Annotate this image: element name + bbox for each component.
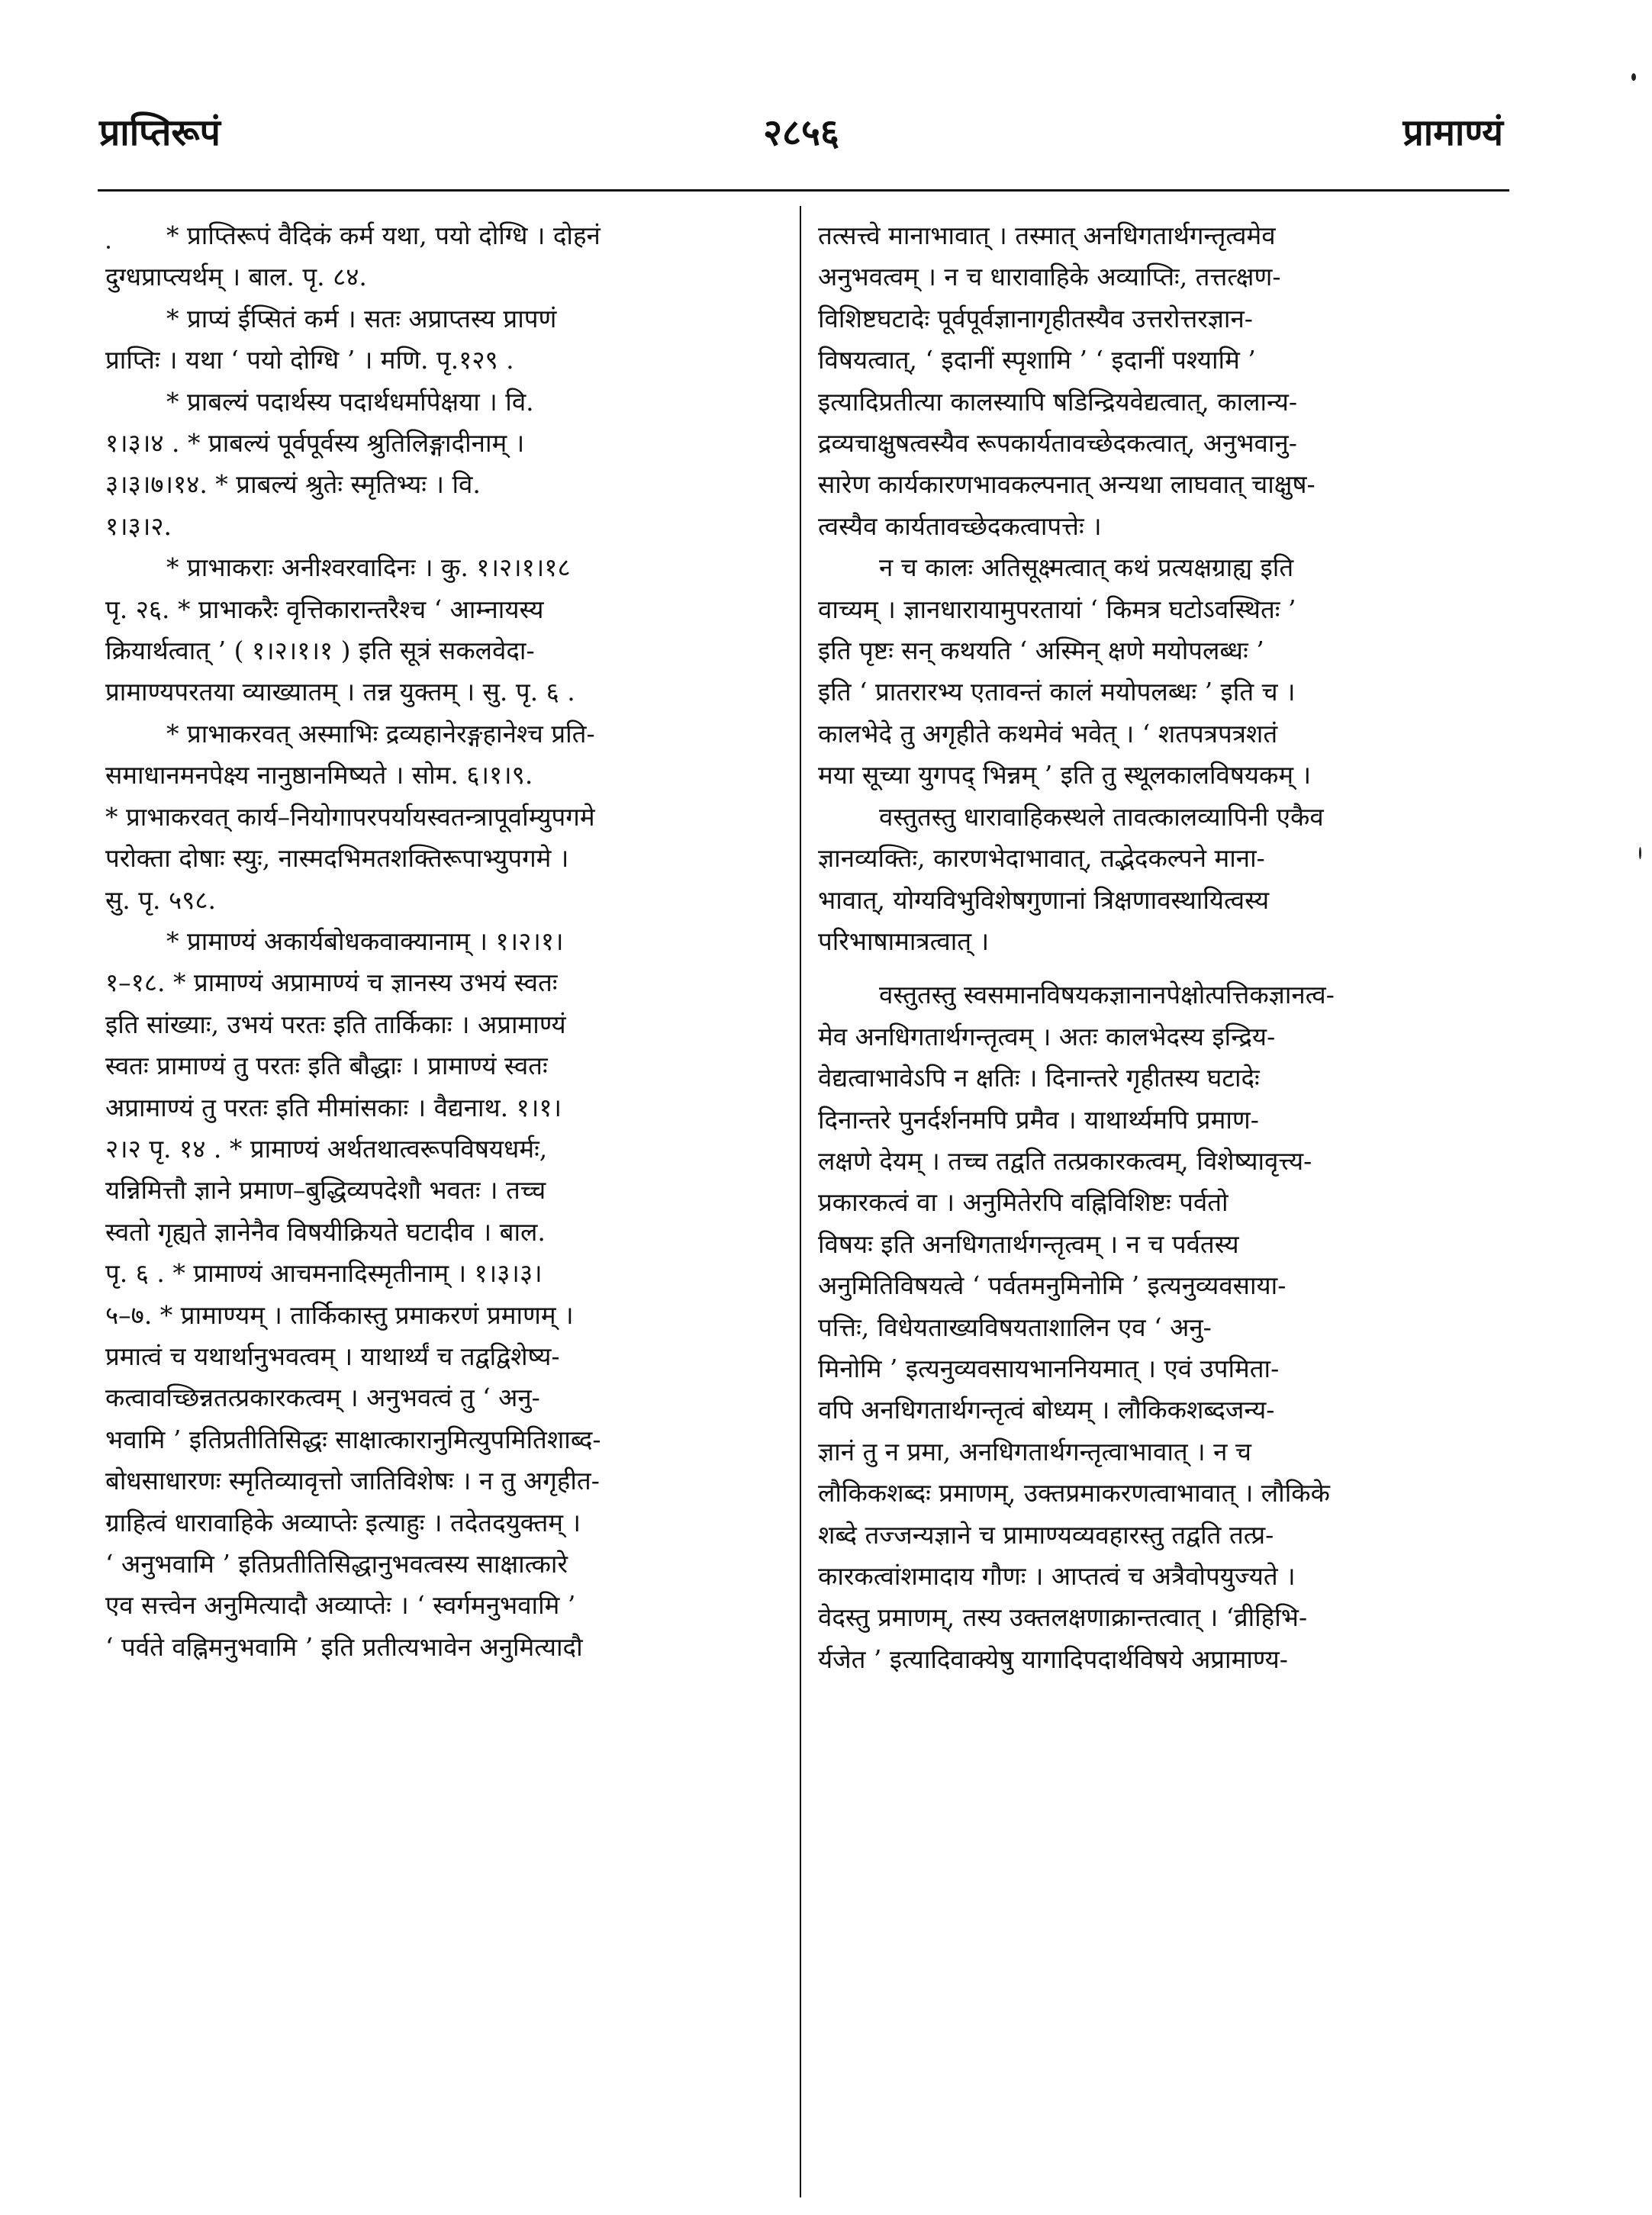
print-speck	[1631, 73, 1636, 81]
text-line: र्यजेत ’ इत्यादिवाक्येषु यागादिपदार्थविषये अप्रामाण्य-	[818, 1644, 1288, 1674]
text-line: यन्निमित्तौ ज्ञाने प्रमाण–बुद्धिव्यपदेशौ भवतः । तच्च	[105, 1175, 546, 1206]
header-right-guide-word: प्रामाण्यं	[1402, 111, 1503, 154]
text-line: इति सांख्याः, उभयं परतः इति तार्किकाः । अप्रामाण्यं	[105, 1009, 566, 1039]
text-line: ५–७. * प्रामाण्यम् । तार्किकास्तु प्रमाकरणं प्रमाणम् ।	[105, 1299, 574, 1330]
page-number: २८५६	[763, 111, 839, 154]
text-line: समाधानमनपेक्ष्य नानुष्ठानमिष्यते । सोम. ६।१।९.	[105, 760, 533, 790]
text-line: वस्तुतस्तु स्वसमानविषयकज्ञानानपेक्षोत्पत्तिकज्ञानत्व-	[879, 980, 1335, 1010]
text-line: विशिष्टघटादेः पूर्वपूर्वज्ञानागृहीतस्यैव उत्तरोत्तरज्ञान-	[818, 303, 1253, 333]
text-line: पृ. २६. * प्राभाकरैः वृत्तिकारान्तरैश्च ‘ आम्नायस्य	[105, 594, 544, 624]
text-line: वेद्यत्वाभावेऽपि न क्षतिः । दिनान्तरे गृहीतस्य घटादेः	[818, 1063, 1260, 1093]
text-line: अनुभवत्वम् । न च धारावाहिके अव्याप्तिः, तत्तत्क्षण-	[818, 262, 1281, 292]
text-line: कालभेदे तु अगृहीते कथमेवं भवेत् । ‘ शतपत्रपत्रशतं	[818, 718, 1278, 749]
text-line: १।३।४ . * प्राबल्यं पूर्वपूर्वस्य श्रुतिलिङ्गादीनाम् ।	[105, 428, 525, 459]
text-line: लक्षणे देयम् । तच्च तद्वति तत्प्रकारकत्वम्, विशेष्यावृत्त्य-	[818, 1145, 1312, 1176]
text-line: ज्ञानं तु न प्रमा, अनधिगतार्थगन्तृत्वाभावात् । न च	[818, 1436, 1251, 1466]
text-line: * प्राप्यं ईप्सितं कर्म । सतः अप्राप्तस्य प्रापणं	[166, 303, 557, 333]
left-column	[105, 215, 784, 1668]
paragraph-gap	[818, 962, 1505, 974]
text-line: परिभाषामात्रत्वात् ।	[818, 926, 990, 956]
text-line: द्रव्यचाक्षुषत्वस्यैव रूपकार्यतावच्छेदकत्वात्, अनुभवानु-	[818, 428, 1297, 459]
text-line: २।२ पृ. १४ . * प्रामाण्यं अर्थतथात्वरूपविषयधर्मः,	[105, 1133, 548, 1164]
text-line: भवामि ’ इतिप्रतीतिसिद्धः साक्षात्कारानुमित्युपमितिशाब्द-	[105, 1424, 601, 1454]
text-line: प्रामाण्यपरतया व्याख्यातम् । तन्न युक्तम् । सु. पृ. ६ .	[105, 677, 575, 707]
right-column	[818, 215, 1505, 1680]
header-left-guide-word: प्राप्तिरूपं	[99, 111, 221, 154]
text-line: वेदस्तु प्रमाणम्, तस्य उक्तलक्षणाक्रान्तत्वात् । ‘व्रीहिभि-	[818, 1602, 1308, 1633]
text-line: मिनोमि ’ इत्यनुव्यवसायभाननियमात् । एवं उपमिता-	[818, 1353, 1280, 1383]
text-line: वस्तुतस्तु धारावाहिकस्थले तावत्कालव्यापिनी एकैव	[879, 801, 1324, 832]
text-line: वाच्यम् । ज्ञानधारायामुपरतायां ‘ किमत्र घटोऽवस्थितः ’	[818, 594, 1296, 624]
text-line: सारेण कार्यकारणभावकल्पनात् अन्यथा लाघवात् चाक्षुष-	[818, 469, 1315, 500]
text-line: १।३।२.	[105, 510, 172, 541]
text-line: विषयत्वात्, ‘ इदानीं स्पृशामि ’ ‘ इदानीं पश्यामि ’	[818, 345, 1256, 375]
text-line: परोक्ता दोषाः स्युः, नास्मदभिमतशक्तिरूपाभ्युपगमे ।	[105, 843, 569, 874]
text-line: सु. पृ. ५९८.	[105, 884, 216, 915]
text-line: ज्ञानव्यक्तिः, कारणभेदाभावात्, तद्भेदकल्पने माना-	[818, 843, 1265, 874]
text-line: ‘ अनुभवामि ’ इतिप्रतीतिसिद्धानुभवत्वस्य साक्षात्कारे	[105, 1549, 568, 1579]
text-line: बोधसाधारणः स्मृतिव्यावृत्तो जातिविशेषः । न तु अगृहीत-	[105, 1466, 600, 1496]
text-line: * प्राबल्यं पदार्थस्य पदार्थधर्मापेक्षया । वि.	[166, 386, 534, 417]
page-header	[99, 107, 1503, 168]
text-line: न च कालः अतिसूक्ष्मत्वात् कथं प्रत्यक्षग्राह्य इति	[879, 552, 1294, 583]
text-line: * प्राभाकराः अनीश्वरवादिनः । कु. १।२।१।१८	[166, 552, 571, 583]
text-line: * प्राप्तिरूपं वैदिकं कर्म यथा, पयो दोग्धि । दोहनं	[166, 221, 601, 250]
text-line: स्वतो गृह्यते ज्ञानेनैव विषयीक्रियते घटादीव । बाल.	[105, 1216, 546, 1247]
text-line: कारकत्वांशमादाय गौणः । आप्तत्वं च अत्रैवोपयुज्यते ।	[818, 1561, 1296, 1591]
text-line: १–१८. * प्रामाण्यं अप्रामाण्यं च ज्ञानस्य उभयं स्वतः	[105, 967, 558, 998]
text-line: * प्राभाकरवत् कार्य–नियोगापरपर्यायस्वतन्त्रापूर्वाम्युपगमे	[105, 801, 595, 832]
text-line: क्रियार्थत्वात् ’ ( १।२।१।१ ) इति सूत्रं सकलवेदा-	[105, 636, 535, 666]
text-line: मया सूच्या युगपद् भिन्नम् ’ इति तु स्थूलकालविषयकम् ।	[818, 760, 1312, 790]
text-line: लौकिकशब्दः प्रमाणम्, उक्तप्रमाकरणत्वाभावात् । लौकिके	[818, 1478, 1330, 1508]
text-line: दुग्धप्राप्त्यर्थम् । बाल. पृ. ८४.	[105, 262, 367, 292]
print-speck	[107, 246, 110, 249]
text-line: भावात्, योग्यविभुविशेषगुणानां त्रिक्षणावस्थायित्वस्य	[818, 884, 1270, 915]
text-line: एव सत्त्वेन अनुमित्यादौ अव्याप्तेः । ‘ स्वर्गमनुभवामि ’	[105, 1590, 576, 1621]
text-line: इत्यादिप्रतीत्या कालस्यापि षडिन्द्रियवेद्यत्वात्, कालान्य-	[818, 386, 1298, 417]
text-line: पृ. ६ . * प्रामाण्यं आचमनादिस्मृतीनाम् । १।३।३।	[105, 1258, 543, 1289]
text-line: पत्तिः, विधेयताख्यविषयताशालिन एव ‘ अनु-	[818, 1312, 1212, 1342]
text-line: वपि अनधिगतार्थगन्तृत्वं बोध्यम् । लौकिकशब्दजन्य-	[818, 1395, 1275, 1425]
text-line: * प्रामाण्यं अकार्यबोधकवाक्यानाम् । १।२।१।	[166, 926, 564, 956]
text-line: अप्रामाण्यं तु परतः इति मीमांसकाः । वैद्यनाथ. १।१।	[105, 1092, 562, 1122]
header-rule	[98, 189, 1509, 192]
text-line: इति पृष्टः सन् कथयति ‘ अस्मिन् क्षणे मयोपलब्धः ’	[818, 636, 1264, 666]
text-line: प्राप्तिः । यथा ‘ पयो दोग्धि ’ । मणि. पृ.१२९ .	[105, 345, 514, 375]
text-line: तत्सत्त्वे मानाभावात् । तस्मात् अनधिगतार्थगन्तृत्वमेव	[818, 221, 1276, 250]
text-line: इति ‘ प्रातरारभ्य एतावन्तं कालं मयोपलब्धः ’ इति च ।	[818, 677, 1296, 707]
text-line: * प्राभाकरवत् अस्माभिः द्रव्यहानेरङ्गहानेश्च प्रति-	[166, 718, 595, 749]
text-line: अनुमितिविषयत्वे ‘ पर्वतमनुमिनोमि ’ इत्यनुव्यवसाया-	[818, 1270, 1286, 1301]
text-line: स्वतः प्रामाण्यं तु परतः इति बौद्धाः । प्रामाण्यं स्वतः	[105, 1051, 548, 1081]
text-line: प्रमात्वं च यथार्थानुभवत्वम् । याथार्थ्यं च तद्वद्विशेष्य-	[105, 1341, 560, 1371]
text-line: ३।३।७।१४. * प्राबल्यं श्रुतेः स्मृतिभ्यः । वि.	[105, 469, 481, 500]
text-line: प्रकारकत्वं वा । अनुमितेरपि वह्निविशिष्टः पर्वतो	[818, 1187, 1229, 1218]
text-line: ग्राहित्वं धारावाहिके अव्याप्तेः इत्याहुः । तदेतदयुक्तम् ।	[105, 1507, 581, 1537]
column-divider	[800, 206, 801, 2197]
text-line: शब्दे तज्जन्यज्ञाने च प्रामाण्यव्यवहारस्तु तद्वति तत्प्र-	[818, 1519, 1274, 1550]
text-line: त्वस्यैव कार्यतावच्छेदकत्वापत्तेः ।	[818, 510, 1102, 541]
text-line: कत्वावच्छिन्नतत्प्रकारकत्वम् । अनुभवत्वं तु ‘ अनु-	[105, 1383, 540, 1413]
text-line: दिनान्तरे पुनर्दर्शनमपि प्रमैव । याथार्थ्यमपि प्रमाण-	[818, 1104, 1259, 1135]
text-line: मेव अनधिगतार्थगन्तृत्वम् । अतः कालभेदस्य इन्द्रिय-	[818, 1021, 1276, 1051]
text-line: ‘ पर्वते वह्निमनुभवामि ’ इति प्रतीत्यभावेन अनुमित्यादौ	[105, 1631, 583, 1662]
text-line: विषयः इति अनधिगतार्थगन्तृत्वम् । न च पर्वतस्य	[818, 1228, 1239, 1259]
print-speck	[1639, 847, 1641, 859]
